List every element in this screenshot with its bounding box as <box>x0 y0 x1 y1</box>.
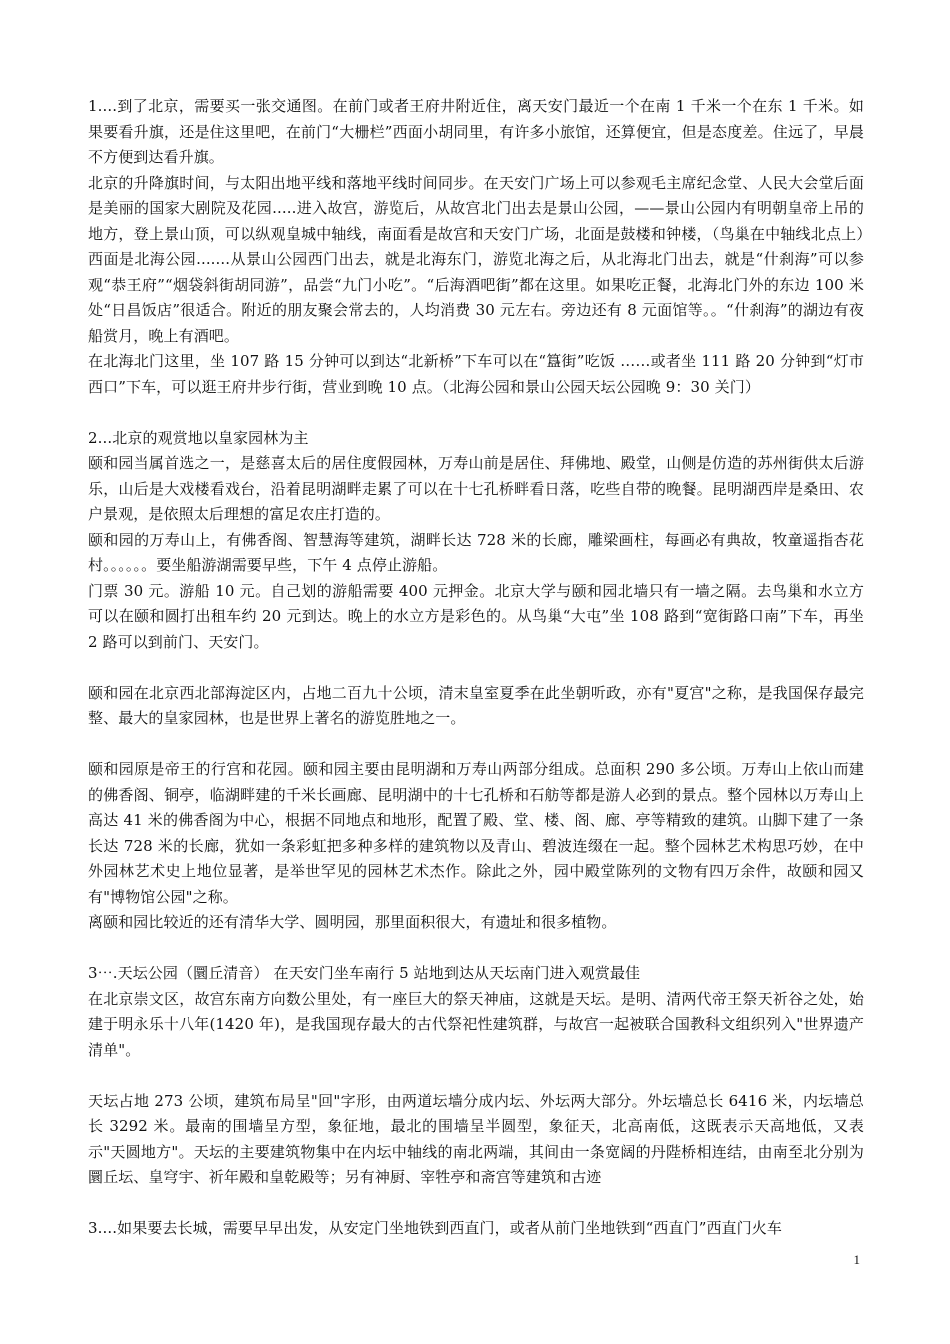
paragraph-transport-map: 1....到了北京，需要买一张交通图。在前门或者王府井附近住，离天安门最近一个在南 1 千米一个在东 1 千米。如果要看升旗，还是住这里吧，在前门“大栅栏”西面小胡同里，有许多小旅馆，还算便宜，但是态度差。住远了，早晨不方便到达看升旗。 <box>88 97 864 166</box>
blank-line <box>88 936 864 962</box>
section-heading-temple-of-heaven: 3⋯.天坛公园（圜丘清音） 在天安门坐车南行 5 站地到达从天坛南门进入观赏最佳 <box>88 964 641 982</box>
blank-line <box>88 1063 864 1089</box>
section-heading-royal-gardens: 2...北京的观赏地以皇家园林为主 <box>88 428 309 447</box>
paragraph-nearby-sites: 离颐和园比较近的还有清华大学、圆明园，那里面积很大，有遗址和很多植物。 <box>88 913 617 931</box>
paragraph-temple-of-heaven-layout: 天坛占地 273 公顷，建筑布局呈"回"字形，由两道坛墙分成内坛、外坛两大部分。外坛墙总长 6416 米，内坛墙总长 3292 米。最南的围墙呈方型，象征地，最北的围墙呈半圆型，象征天，北高南低，这既表示天高地低，又表示"天圆地方"。天坛的主要建筑物集中在内坛中轴线的南北两端，其间由一条宽阔的丹陛桥相连结，由南至北分别为圜丘坛、皇穹宇、祈年殿和皇乾殿等；另有神厨、宰牲亭和斋宫等建筑和古迹 <box>88 1091 864 1186</box>
paragraph-temple-of-heaven-intro: 在北京崇文区，故宫东南方向数公里处，有一座巨大的祭天神庙，这就是天坛。是明、清两代帝王祭天祈谷之处，始建于明永乐十八年(1420 年)，是我国现存最大的古代祭祀性建筑群，与故宫一起被联合国教科文组织列入"世界遗产清单"。 <box>88 989 864 1059</box>
paragraph-tickets: 门票 30 元。游船 10 元。自己划的游船需要 400 元押金。北京大学与颐和园北墙只有一墙之隔。去鸟巢和水立方可以在颐和圆打出租车约 20 元到达。晚上的水立方是彩色的。从鸟巢“大屯”坐 108 路到“宽街路口南”下车，再坐 2 路可以到前门、天安门。 <box>88 581 864 651</box>
page-number: 1 <box>853 1252 860 1267</box>
blank-line <box>88 732 864 758</box>
blank-line <box>88 400 864 426</box>
paragraph-summer-palace-detail: 颐和园原是帝王的行宫和花园。颐和园主要由昆明湖和万寿山两部分组成。总面积 290 多公顷。万寿山上依山而建的佛香阁、铜亭，临湖畔建的千米长画廊、昆明湖中的十七孔桥和石舫等都是游人必到的景点。整个园林以万寿山上高达 41 米的佛香阁为中心，根据不同地点和地形，配置了殿、堂、楼、阁、廊、亭等精致的建筑。山脚下建了一条长达 728 米的长廊，犹如一条彩虹把多种多样的建筑物以及青山、碧波连缀在一起。整个园林艺术构思巧妙，在中外园林艺术史上地位显著，是举世罕见的园林艺术杰作。除此之外，园中殿堂陈列的文物有四万余件，故颐和园又有"博物馆公园"之称。 <box>88 760 864 906</box>
paragraph-great-wall: 3....如果要去长城，需要早早出发，从安定门坐地铁到西直门，或者从前门坐地铁到“西直门”西直门火车 <box>88 1219 782 1237</box>
blank-line <box>88 655 864 681</box>
paragraph-beihai-bus: 在北海北门这里，坐 107 路 15 分钟可以到达“北新桥”下车可以在“簋街”吃饭 ……或者坐 111 路 20 分钟到“灯市西口”下车，可以逛王府井步行街，营业到晚 10 点。（北海公园和景山公园天坛公园晚 9：30 关门） <box>88 352 864 396</box>
document-body <box>88 94 864 1242</box>
paragraph-wanshou-hill: 颐和园的万寿山上，有佛香阁、智慧海等建筑，湖畔长达 728 米的长廊，雕梁画柱，每画必有典故，牧童遥指杏花村。。。。。。要坐船游湖需要早些，下午 4 点停止游船。 <box>88 530 864 574</box>
paragraph-summer-palace-location: 颐和园在北京西北部海淀区内，占地二百九十公顷，清末皇室夏季在此坐朝听政，亦有"夏宫"之称，是我国保存最完整、最大的皇家园林，也是世界上著名的游览胜地之一。 <box>88 683 864 727</box>
paragraph-flag-ceremony-route: 北京的升降旗时间，与太阳出地平线和落地平线时间同步。在天安门广场上可以参观毛主席纪念堂、人民大会堂后面是美丽的国家大剧院及花园.....进入故宫，游览后，从故宫北门出去是景山公园，——景山公园内有明朝皇帝上吊的地方，登上景山顶，可以纵观皇城中轴线，南面看是故宫和天安门广场，北面是鼓楼和钟楼，（鸟巢在中轴线北点上）西面是北海公园.......从景山公园西门出去，就是北海东门，游览北海之后，从北海北门出去，就是“什刹海”可以参观“恭王府”“烟袋斜街胡同游”，品尝“九门小吃”。“后海酒吧街”都在这里。如果吃正餐，北海北门外的东边 100 米处“日昌饭店”很适合。附近的朋友聚会常去的，人均消费 30 元左右。旁边还有 8 元面馆等。。“什刹海”的湖边有夜船赏月，晚上有酒吧。 <box>88 173 864 345</box>
paragraph-summer-palace-intro: 颐和园当属首选之一，是慈喜太后的居住度假园林，万寿山前是居住、拜佛地、殿堂，山侧是仿造的苏州街供太后游乐，山后是大戏楼看戏台，沿着昆明湖畔走累了可以在十七孔桥畔看日落，吃些自带的晚餐。昆明湖西岸是桑田、农户景观，是依照太后理想的富足农庄打造的。 <box>88 454 864 523</box>
blank-line <box>88 1191 864 1217</box>
